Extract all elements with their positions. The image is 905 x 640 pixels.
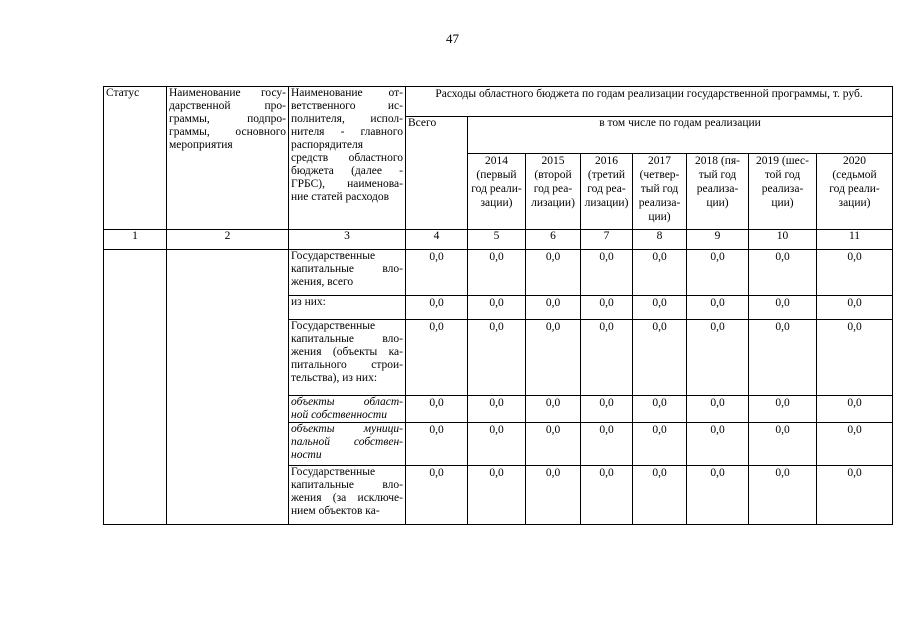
column-number: 7	[581, 230, 633, 250]
row-label	[289, 396, 406, 423]
value-year: 0,0	[526, 423, 581, 466]
value-year: 0,0	[633, 396, 687, 423]
value-year: 0,0	[817, 250, 893, 296]
header-year-line: тый год	[698, 169, 737, 181]
value-year: 0,0	[581, 396, 633, 423]
column-number: 8	[633, 230, 687, 250]
value-year: 0,0	[468, 423, 526, 466]
value-year: 0,0	[581, 250, 633, 296]
row-label	[289, 423, 406, 466]
value-year: 0,0	[468, 320, 526, 396]
value-year: 0,0	[749, 320, 817, 396]
value-year: 0,0	[526, 396, 581, 423]
table-row	[104, 250, 893, 296]
value-year: 0,0	[633, 296, 687, 320]
header-year	[817, 154, 893, 230]
budget-table	[103, 86, 893, 525]
row-label-line: Государственные	[291, 250, 376, 262]
value-year: 0,0	[817, 296, 893, 320]
header-year-line: (третий	[587, 169, 626, 181]
value-year: 0,0	[633, 466, 687, 525]
value-year: 0,0	[526, 296, 581, 320]
value-total: 0,0	[406, 423, 468, 466]
header-year-line: тый год	[640, 183, 679, 195]
header-year	[468, 154, 526, 230]
column-number: 10	[749, 230, 817, 250]
value-year: 0,0	[526, 466, 581, 525]
header-program-name-line: мероприятия	[169, 139, 233, 151]
row-label-line: Государственные	[291, 466, 376, 478]
value-year: 0,0	[633, 423, 687, 466]
row-label	[289, 320, 406, 396]
header-program-name-line: граммы, основного	[169, 126, 286, 138]
column-number: 5	[468, 230, 526, 250]
value-year: 0,0	[687, 396, 749, 423]
header-year-line: (четвер-	[639, 169, 680, 181]
header-status: Статус	[104, 87, 167, 230]
header-year-line: 2016	[595, 155, 618, 167]
header-year-line: (первый	[476, 169, 517, 181]
row-label-line: жения (за исключе-	[291, 492, 403, 504]
header-year	[687, 154, 749, 230]
header-responsible-line: средств областного	[291, 152, 403, 164]
value-year: 0,0	[581, 296, 633, 320]
column-number: 9	[687, 230, 749, 250]
value-year: 0,0	[468, 250, 526, 296]
header-program-name-line: Наименование госу-	[169, 87, 286, 99]
column-number: 6	[526, 230, 581, 250]
value-year: 0,0	[817, 396, 893, 423]
column-number: 3	[289, 230, 406, 250]
row-label-line: капитальные вло-	[291, 333, 403, 345]
column-number: 4	[406, 230, 468, 250]
row-label	[289, 296, 406, 320]
header-year	[749, 154, 817, 230]
value-year: 0,0	[687, 423, 749, 466]
header-responsible-line: бюджета (далее -	[291, 165, 403, 177]
value-year: 0,0	[749, 250, 817, 296]
row-label-line: жения (объекты ка-	[291, 346, 403, 358]
column-number: 2	[167, 230, 289, 250]
status-cell	[104, 250, 167, 525]
value-year: 0,0	[633, 320, 687, 396]
header-year-line: год реали-	[471, 183, 522, 195]
value-year: 0,0	[581, 423, 633, 466]
header-responsible-line: полнителя, испол-	[291, 113, 403, 125]
value-total: 0,0	[406, 296, 468, 320]
header-year-line: 2015	[541, 155, 565, 167]
header-year-line: (второй	[534, 169, 572, 181]
value-total: 0,0	[406, 320, 468, 396]
header-program-name-line: граммы, подпро-	[169, 113, 286, 125]
value-year: 0,0	[687, 466, 749, 525]
value-year: 0,0	[749, 296, 817, 320]
value-year: 0,0	[581, 320, 633, 396]
header-responsible	[289, 87, 406, 230]
row-label-line: тельства), из них:	[291, 372, 378, 384]
row-label-line: питального строи-	[291, 359, 403, 371]
value-year: 0,0	[687, 250, 749, 296]
header-year-line: реализа-	[761, 183, 804, 195]
header-year-line: (седьмой	[832, 169, 877, 181]
value-year: 0,0	[468, 396, 526, 423]
value-total: 0,0	[406, 396, 468, 423]
row-label-line: капитальные вло-	[291, 479, 403, 491]
header-year-line: год реа-	[533, 183, 573, 195]
header-year-line: 2014	[485, 155, 508, 167]
value-year: 0,0	[687, 296, 749, 320]
header-responsible-line: нителя - главного	[291, 126, 403, 138]
row-label-line: Государственные	[291, 320, 376, 332]
header-year-line: ции)	[648, 211, 671, 223]
header-responsible-line: распорядителя	[291, 139, 364, 151]
header-year-line: реализа-	[696, 183, 739, 195]
value-year: 0,0	[468, 296, 526, 320]
value-year: 0,0	[817, 320, 893, 396]
header-total: Всего	[406, 117, 468, 230]
row-label-line: нием объектов ка-	[291, 505, 380, 517]
column-number: 1	[104, 230, 167, 250]
header-program-name-line: дарственной про-	[169, 100, 286, 112]
column-number: 11	[817, 230, 893, 250]
header-year-line: лизации)	[584, 197, 629, 209]
value-year: 0,0	[581, 466, 633, 525]
header-year	[526, 154, 581, 230]
program-name-cell	[167, 250, 289, 525]
header-year-line: реализа-	[638, 197, 681, 209]
header-year-line: год реа-	[587, 183, 626, 195]
value-total: 0,0	[406, 250, 468, 296]
row-label-line: жения, всего	[291, 276, 354, 288]
value-year: 0,0	[749, 466, 817, 525]
value-year: 0,0	[749, 396, 817, 423]
header-year-line: той год	[764, 169, 801, 181]
row-label-line: ной собственности	[291, 409, 387, 421]
row-label-line: из них:	[291, 296, 326, 308]
value-year: 0,0	[817, 423, 893, 466]
row-label-line: объекты муници-	[291, 423, 403, 435]
value-year: 0,0	[633, 250, 687, 296]
page-number: 47	[446, 31, 459, 46]
header-year-line: 2019 (шес-	[756, 155, 809, 167]
value-year: 0,0	[526, 250, 581, 296]
row-label	[289, 466, 406, 525]
row-label	[289, 250, 406, 296]
header-responsible-line: ние статей расходов	[291, 191, 390, 203]
row-label-line: объекты област-	[291, 396, 403, 408]
header-year-line: лизации)	[531, 197, 575, 209]
header-expenses-title: Расходы областного бюджета по годам реализации государственной программы, т. руб.	[406, 87, 893, 117]
header-by-years: в том числе по годам реализации	[468, 117, 893, 154]
header-year-line: 2020	[843, 155, 866, 167]
value-year: 0,0	[749, 423, 817, 466]
header-year-line: зации)	[838, 197, 871, 209]
header-year	[633, 154, 687, 230]
header-responsible-line: Наименование от-	[291, 87, 403, 99]
header-year-line: 2018 (пя-	[695, 155, 740, 167]
header-year-line: год реали-	[829, 183, 880, 195]
header-year	[581, 154, 633, 230]
header-program-name	[167, 87, 289, 230]
value-year: 0,0	[468, 466, 526, 525]
header-responsible-line: ветственного ис-	[291, 100, 403, 112]
header-year-line: 2017	[648, 155, 671, 167]
header-year-line: зации)	[480, 197, 513, 209]
header-responsible-line: ГРБС), наименова-	[291, 178, 403, 190]
row-label-line: ности	[291, 449, 322, 461]
row-label-line: пальной собствен-	[291, 436, 403, 448]
value-year: 0,0	[526, 320, 581, 396]
value-year: 0,0	[817, 466, 893, 525]
header-year-line: ции)	[706, 197, 729, 209]
value-total: 0,0	[406, 466, 468, 525]
value-year: 0,0	[687, 320, 749, 396]
row-label-line: капитальные вло-	[291, 263, 403, 275]
header-year-line: ции)	[771, 197, 794, 209]
